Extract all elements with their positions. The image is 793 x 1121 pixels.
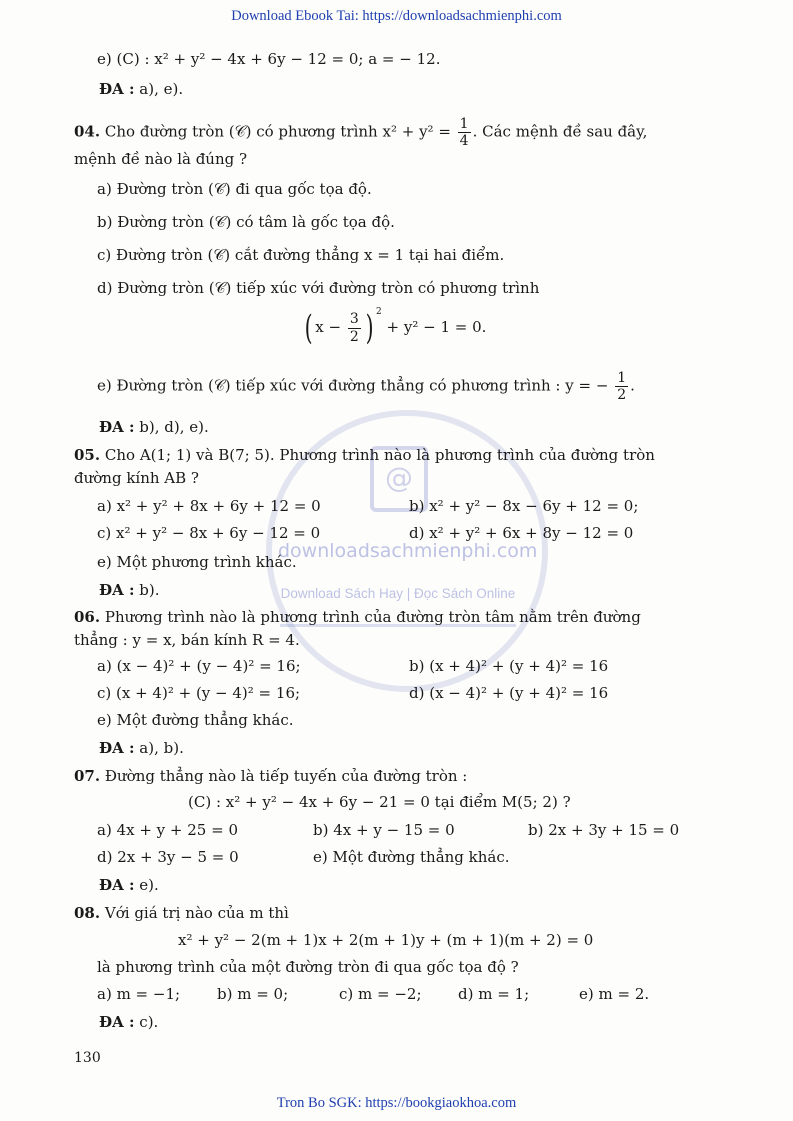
footer-link[interactable]: Tron Bo SGK: https://bookgiaokhoa.com — [276, 1095, 517, 1111]
q04-stem-line2: mệnh đề nào là đúng ? — [74, 150, 248, 168]
q07-answer: ĐA : e). — [99, 876, 159, 894]
q04-option-a: a) Đường tròn (𝒞) đi qua gốc tọa độ. — [97, 180, 372, 198]
q07-option-c: b) 2x + 3y + 15 = 0 — [528, 821, 680, 839]
page-number: 130 — [74, 1050, 101, 1066]
watermark-site: downloadsachmienphi.com — [278, 540, 538, 562]
q08-equation: x² + y² − 2(m + 1)x + 2(m + 1)y + (m + 1)(m + 2) = 0 — [178, 931, 594, 949]
q08-answer: ĐA : c). — [99, 1013, 159, 1031]
q07-stem: 07. Đường thẳng nào là tiếp tuyến của đường tròn : — [74, 767, 468, 785]
q04-fraction: $\frac{1}{4}$ — [459, 116, 469, 150]
q08-stem: 08. Với giá trị nào của m thì — [74, 904, 289, 922]
q06-answer: ĐA : a), b). — [99, 739, 184, 757]
q04-option-b: b) Đường tròn (𝒞) có tâm là gốc tọa độ. — [97, 213, 395, 231]
q04-answer: ĐA : b), d), e). — [99, 418, 209, 436]
q07-option-a: a) 4x + y + 25 = 0 — [97, 821, 238, 839]
header-link[interactable]: Download Ebook Tai: https://downloadsachmienphi.com — [231, 8, 562, 24]
q03-answer — [99, 80, 183, 98]
q04-stem-start: Cho đường tròn (𝒞) có phương trình x² + y² = — [104, 122, 451, 141]
q08-option-e: e) m = 2. — [579, 985, 650, 1003]
q05-option-c: c) x² + y² − 8x + 6y − 12 = 0 — [97, 524, 321, 542]
q05-answer: ĐA : b). — [99, 581, 160, 599]
answer-value: a), e). — [139, 80, 184, 98]
q03-option-e: e) (C) : x² + y² − 4x + 6y − 12 = 0; a = − 12. — [97, 50, 441, 68]
q06-stem: 06. Phương trình nào là phương trình của đường tròn tâm nằm trên đường — [74, 608, 641, 626]
q08-stem-line3: là phương trình của một đường tròn đi qua gốc tọa độ ? — [97, 958, 519, 976]
answer-label: ĐA : — [99, 80, 135, 98]
book-at-icon: @ — [370, 446, 428, 512]
q04-option-e: e) Đường tròn (𝒞) tiếp xúc với đường thẳng có phương trình : y = − $\frac{1}{2}$ . — [97, 370, 635, 404]
q06-option-d: d) (x − 4)² + (y + 4)² = 16 — [409, 684, 609, 702]
q06-option-b: b) (x + 4)² + (y + 4)² = 16 — [409, 657, 609, 675]
q08-option-c: c) m = −2; — [339, 985, 422, 1003]
q04-stem-end: . Các mệnh đề sau đây, — [472, 122, 648, 141]
q05-option-e: e) Một phương trình khác. — [97, 553, 297, 571]
watermark-tagline: Download Sách Hay | Đọc Sách Online — [280, 586, 516, 601]
q07-option-d: d) 2x + 3y − 5 = 0 — [97, 848, 239, 866]
q07-equation: (C) : x² + y² − 4x + 6y − 21 = 0 tại điểm M(5; 2) ? — [188, 793, 571, 811]
q05-option-d: d) x² + y² + 6x + 8y − 12 = 0 — [409, 524, 634, 542]
q04-option-d-equation: ( x − $\frac{3}{2}$ ) $^2$ + y² − 1 = 0. — [304, 307, 487, 348]
q06-option-c: c) (x + 4)² + (y − 4)² = 16; — [97, 684, 301, 702]
q04-option-d: d) Đường tròn (𝒞) tiếp xúc với đường tròn có phương trình — [97, 279, 540, 297]
q04-stem — [74, 116, 647, 149]
q06-option-e: e) Một đường thẳng khác. — [97, 711, 294, 729]
q08-option-b: b) m = 0; — [217, 985, 289, 1003]
q08-option-a: a) m = −1; — [97, 985, 181, 1003]
q04-option-c: c) Đường tròn (𝒞) cắt đường thẳng x = 1 tại hai điểm. — [97, 246, 505, 264]
q05-stem: 05. Cho A(1; 1) và B(7; 5). Phương trình nào là phương trình của đường tròn — [74, 446, 655, 464]
q05-option-a: a) x² + y² + 8x + 6y + 12 = 0 — [97, 497, 321, 515]
q05-stem-line2: đường kính AB ? — [74, 469, 199, 487]
question-number: 04. — [74, 122, 101, 141]
q06-stem-line2: thẳng : y = x, bán kính R = 4. — [74, 631, 300, 649]
q05-option-b: b) x² + y² − 8x − 6y + 12 = 0; — [409, 497, 639, 515]
q06-option-a: a) (x − 4)² + (y − 4)² = 16; — [97, 657, 301, 675]
q07-option-e: e) Một đường thẳng khác. — [313, 848, 510, 866]
q07-option-b: b) 4x + y − 15 = 0 — [313, 821, 455, 839]
q08-option-d: d) m = 1; — [458, 985, 530, 1003]
